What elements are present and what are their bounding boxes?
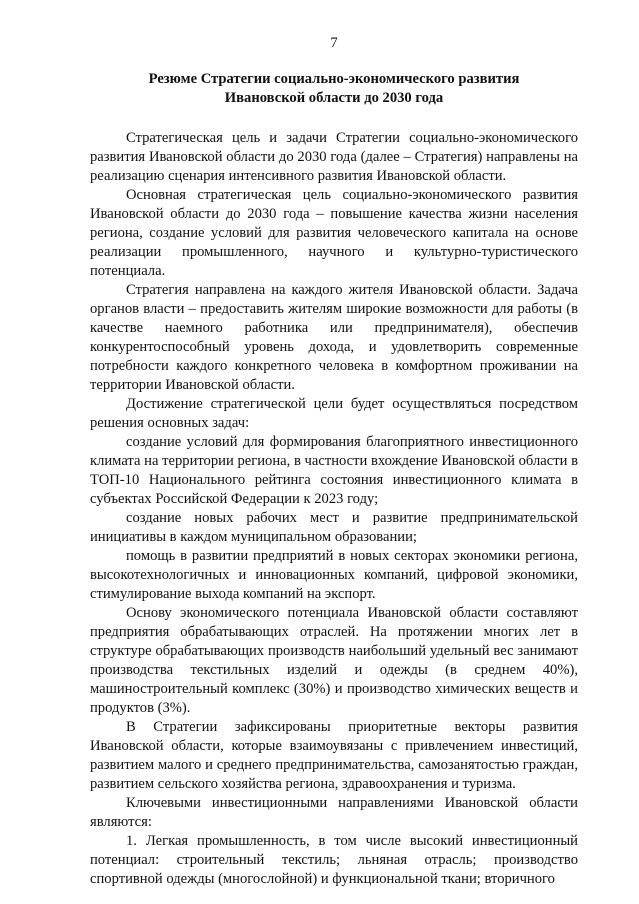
paragraph-task-investment-climate: создание условий для формирования благоприятного инвестиционного климата на территории региона, в частности вхождение Ивановской области в ТОП-10 Национального рейтинга состояния инвестиционного климата в субъектах Российской Федерации к 2023 году; (90, 434, 578, 507)
paragraph-task-new-jobs: создание новых рабочих мест и развитие предпринимательской инициативы в каждом муниципальном образовании; (90, 510, 578, 545)
paragraph-tasks-intro: Достижение стратегической цели будет осуществляться посредством решения основных задач: (90, 396, 578, 431)
paragraph-strategic-goal: Стратегическая цель и задачи Стратегии социально-экономического развития Ивановской области до 2030 года (далее – Стратегия) направлены на реализацию сценария интенсивного развития Ивановской области. (90, 130, 578, 184)
paragraph-main-goal: Основная стратегическая цель социально-экономического развития Ивановской области до 2030 года – повышение качества жизни населения региона, создание условий для развития человеческого капитала на основе реализации промышленного, научного и культурно-туристического потенциала. (90, 187, 578, 279)
document-title (90, 70, 578, 108)
paragraph-economic-potential: Основу экономического потенциала Ивановской области составляют предприятия обрабатывающих отраслей. На протяжении многих лет в структуре обрабатывающих производств наибольший удельный вес занимают производства текстильных изделий и одежды (в среднем 40%), машиностроительный комплекс (30%) и производство химических веществ и продуктов (3%). (90, 605, 578, 716)
title-line-1: Резюме Стратегии социально-экономического развития (148, 71, 520, 87)
paragraph-task-new-sectors: помощь в развитии предприятий в новых секторах экономики региона, высокотехнологичных и инновационных компаний, цифровой экономики, стимулирование выхода компаний на экспорт. (90, 548, 578, 602)
paragraph-light-industry: 1. Легкая промышленность, в том числе высокий инвестиционный потенциал: строительный текстиль; льняная отрасль; производство спортивной одежды (многослойной) и функциональной ткани; вторичного (90, 833, 578, 887)
document-body (90, 129, 578, 889)
page-number: 7 (330, 35, 338, 51)
title-line-2: Ивановской области до 2030 года (224, 90, 444, 106)
paragraph-key-directions: Ключевыми инвестиционными направлениями Ивановской области являются: (90, 795, 578, 830)
paragraph-target-resident: Стратегия направлена на каждого жителя Ивановской области. Задача органов власти – предоставить жителям широкие возможности для работы (в качестве наемного работника или предпринимателя), обеспечив конкурентоспособный уровень дохода, и удовлетворить современные потребности каждого конкретного человека в комфортном проживании на территории Ивановской области. (90, 282, 578, 393)
document-page (90, 34, 578, 889)
paragraph-priority-vectors: В Стратегии зафиксированы приоритетные векторы развития Ивановской области, которые взаимоувязаны с привлечением инвестиций, развитием малого и среднего предпринимательства, самозанятостью граждан, развитием сельского хозяйства региона, здравоохранения и туризма. (90, 719, 578, 792)
